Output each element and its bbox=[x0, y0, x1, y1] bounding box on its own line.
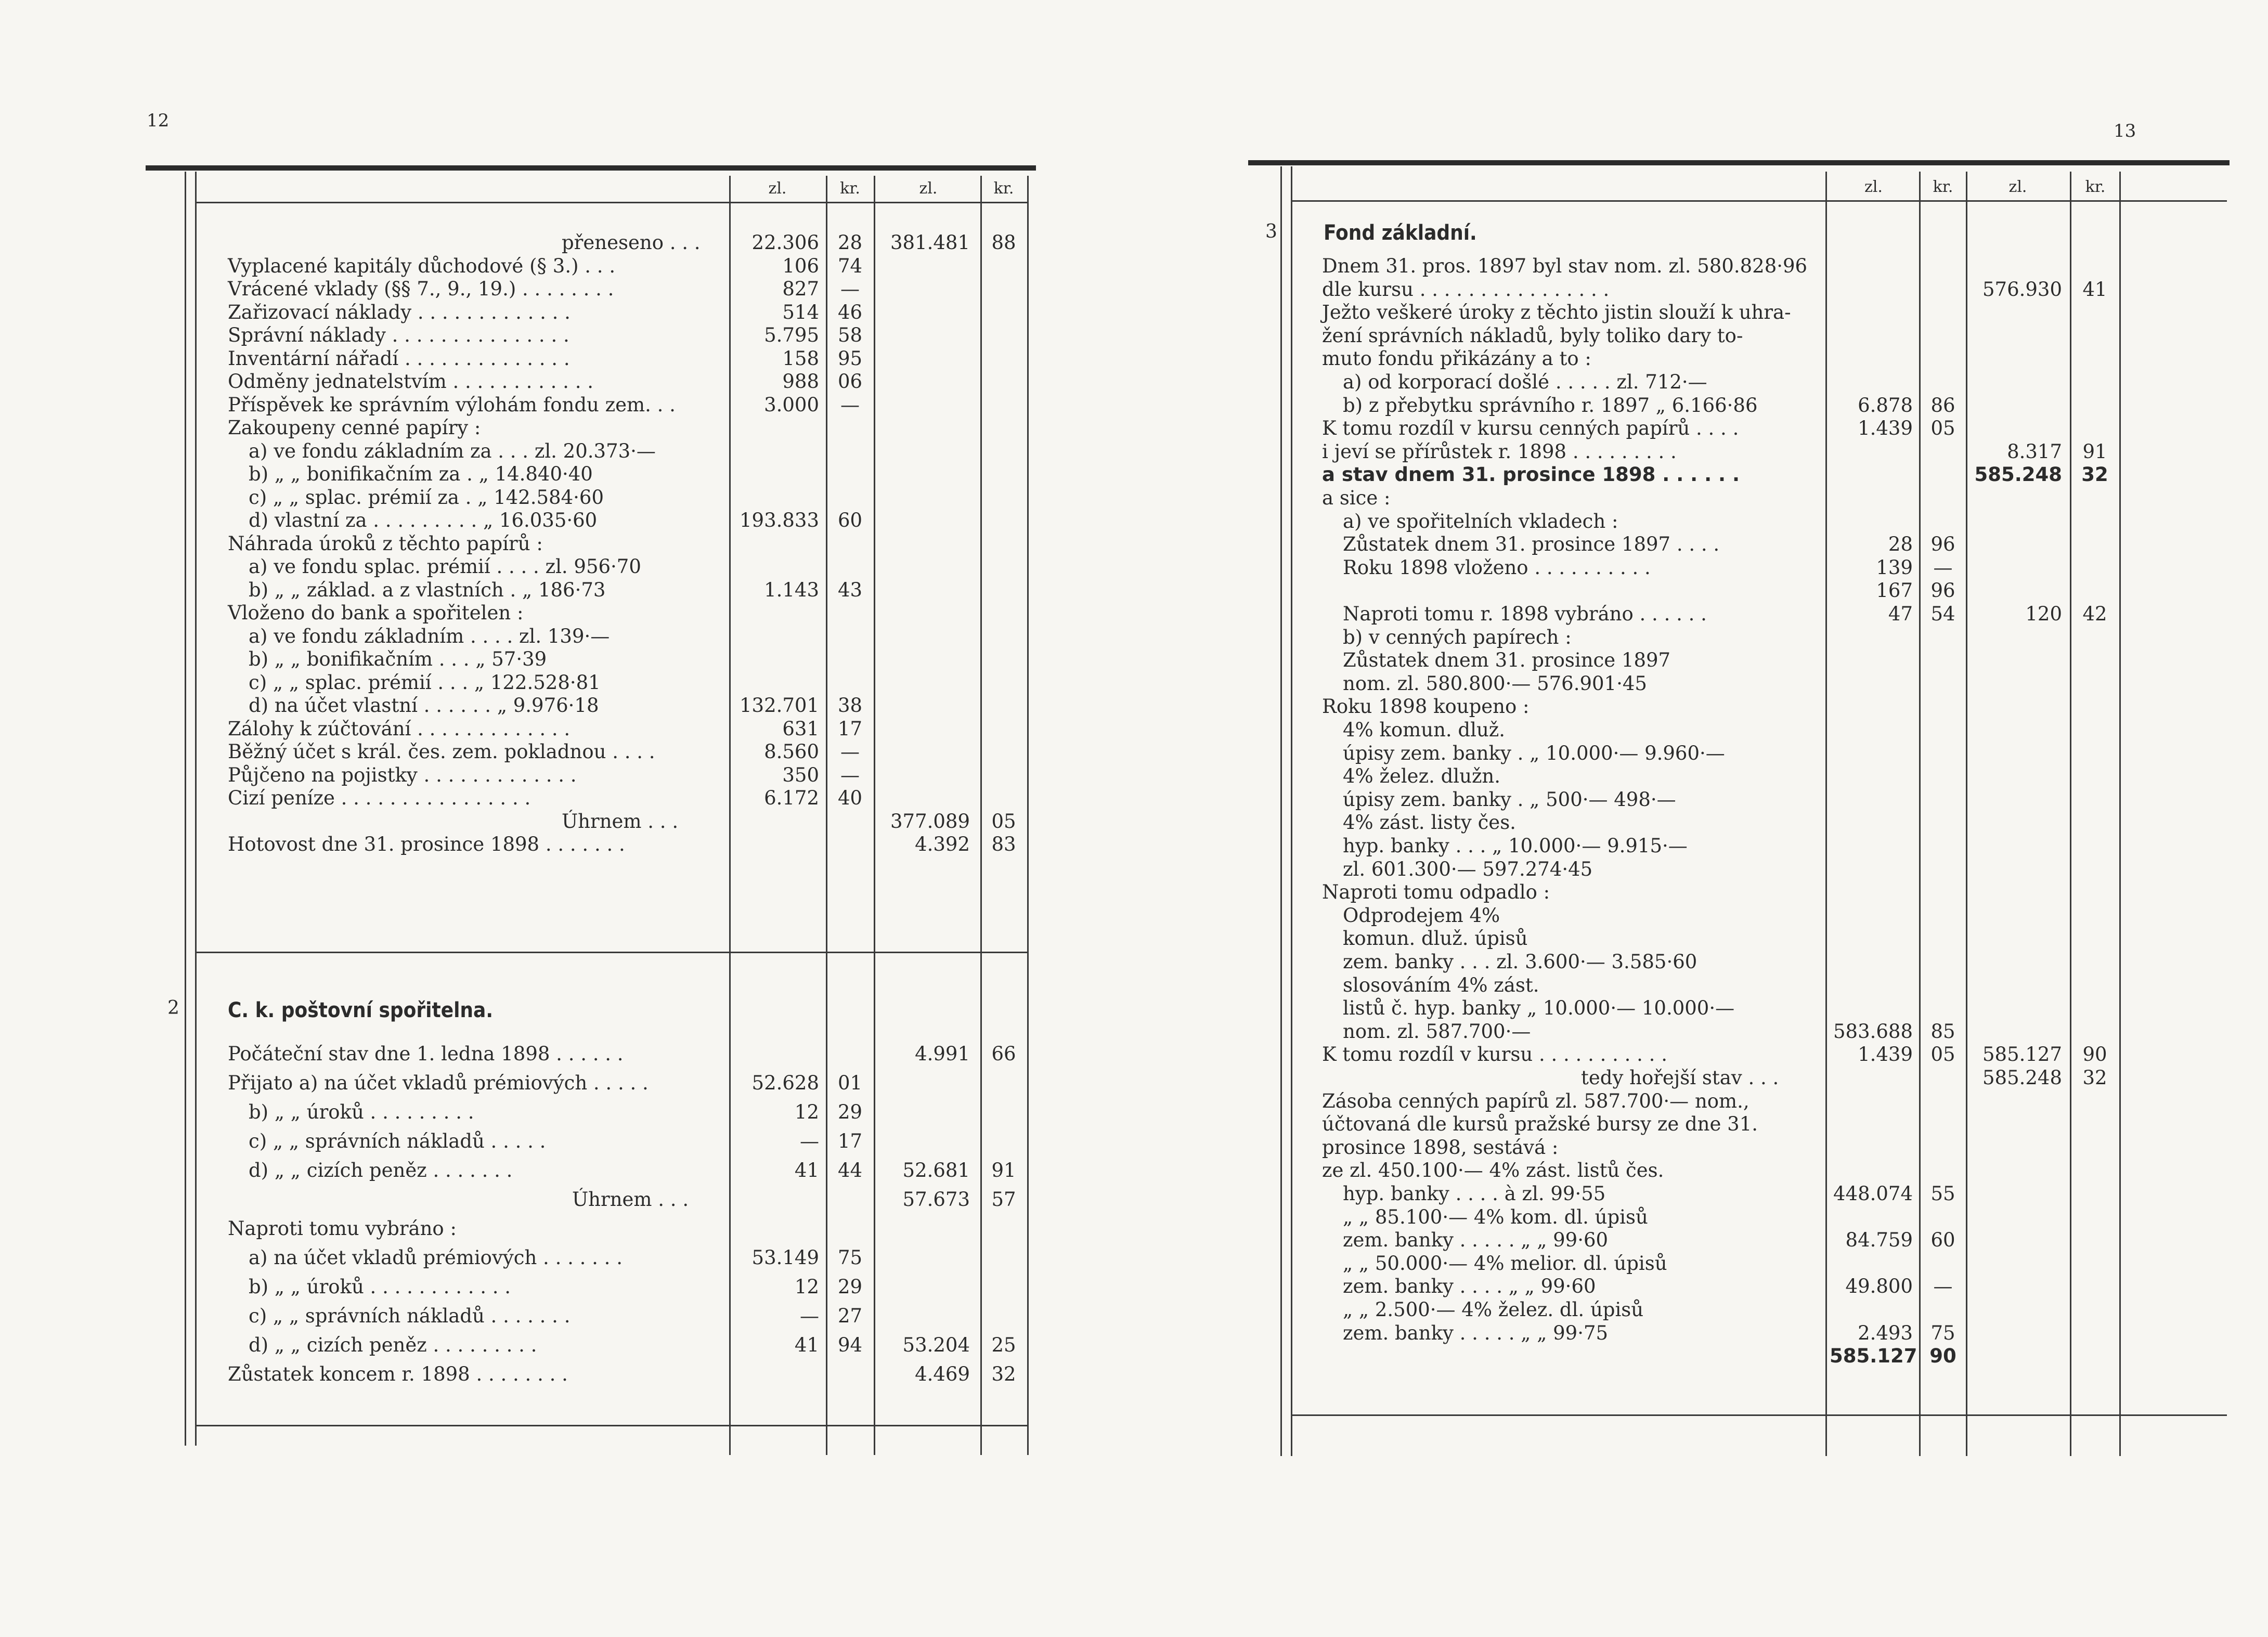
ledger-line: Naproti tomu r. 1898 vybráno . . . . . . bbox=[1343, 603, 1707, 625]
ledger-line: Správní náklady . . . . . . . . . . . . . . . bbox=[228, 324, 569, 346]
amount-kr-total: 91 bbox=[2082, 440, 2107, 463]
ledger-line: a) ve fondu základním . . . . zl. 139·— bbox=[249, 625, 610, 647]
amount-zl: 49.800 bbox=[1845, 1275, 1913, 1298]
amount-zl: 12 bbox=[794, 1101, 819, 1123]
column-rule bbox=[1280, 166, 1282, 1456]
amount-kr-total: 66 bbox=[991, 1043, 1016, 1065]
ledger-line: Naproti tomu odpadlo : bbox=[1322, 881, 1550, 904]
amount-zl-total: 57.673 bbox=[902, 1188, 970, 1211]
ledger-line: b) „ „ bonifikačním za . „ 14.840·40 bbox=[249, 463, 593, 485]
ledger-line: Zůstatek koncem r. 1898 . . . . . . . . bbox=[228, 1363, 568, 1385]
amount-kr-total: 57 bbox=[991, 1188, 1016, 1211]
amount-zl: 193.833 bbox=[739, 509, 819, 531]
amount-kr: 54 bbox=[1930, 603, 1955, 625]
column-rule bbox=[874, 176, 875, 1455]
amount-kr: — bbox=[840, 278, 860, 300]
amount-kr: 43 bbox=[837, 578, 863, 601]
ledger-line: Roku 1898 vloženo . . . . . . . . . . bbox=[1343, 556, 1651, 579]
amount-kr-total: 91 bbox=[991, 1159, 1016, 1181]
ledger-line: „ „ 2.500·— 4% želez. dl. úpisů bbox=[1343, 1298, 1644, 1321]
header-kr: kr. bbox=[1933, 178, 1953, 196]
ledger-line: a sice : bbox=[1322, 487, 1391, 509]
header-kr: kr. bbox=[993, 179, 1014, 198]
ledger-line: žení správních nákladů, byly toliko dary to- bbox=[1322, 324, 1743, 347]
ledger-line: Půjčeno na pojistky . . . . . . . . . . . . . bbox=[228, 763, 577, 786]
section-title: C. k. poštovní spořitelna. bbox=[228, 998, 493, 1022]
header-kr: kr. bbox=[840, 179, 860, 198]
amount-zl: 6.172 bbox=[764, 787, 819, 809]
ledger-line: muto fondu přikázány a to : bbox=[1322, 347, 1591, 370]
amount-kr-total: 83 bbox=[991, 833, 1016, 855]
ledger-line: a) ve fondu splac. prémií . . . . zl. 956·70 bbox=[249, 555, 641, 578]
ledger-line: zem. banky . . . . „ „ 99·60 bbox=[1343, 1275, 1596, 1298]
ledger-line: d) na účet vlastní . . . . . . „ 9.976·18 bbox=[249, 694, 599, 717]
ledger-line: Přijato a) na účet vkladů prémiových . . . . . bbox=[228, 1072, 649, 1094]
amount-kr: — bbox=[1933, 1275, 1953, 1298]
ledger-line: d) „ „ cizích peněz . . . . . . . . . bbox=[249, 1334, 537, 1356]
amount-zl: 3.000 bbox=[764, 393, 819, 416]
column-rule bbox=[1027, 176, 1029, 1455]
amount-zl-total: 377.089 bbox=[890, 810, 970, 833]
amount-zl: 6.878 bbox=[1858, 394, 1913, 417]
amount-kr: 38 bbox=[837, 694, 863, 717]
ledger-line: nom. zl. 587.700·— bbox=[1343, 1020, 1531, 1043]
ledger-line: 4% zást. listy čes. bbox=[1343, 811, 1516, 834]
amount-zl: 41 bbox=[794, 1159, 819, 1181]
amount-kr: 44 bbox=[837, 1159, 863, 1181]
column-rule bbox=[2070, 172, 2071, 1456]
ledger-line: zem. banky . . . . . „ „ 99·60 bbox=[1343, 1229, 1609, 1252]
amount-zl-total: 585.248 bbox=[1974, 463, 2062, 486]
bottom-rule bbox=[1291, 1414, 2227, 1416]
amount-kr: 46 bbox=[837, 301, 863, 323]
header-zl: zl. bbox=[2008, 178, 2027, 196]
ledger-line: Roku 1898 koupeno : bbox=[1322, 695, 1530, 718]
amount-zl: 585.127 bbox=[1830, 1345, 1917, 1368]
column-rule bbox=[2119, 172, 2121, 1456]
amount-kr: 05 bbox=[1930, 1043, 1955, 1066]
ledger-line: zl. 601.300·— 597.274·45 bbox=[1343, 858, 1593, 880]
amount-kr: 40 bbox=[837, 787, 863, 809]
amount-zl: 22.306 bbox=[751, 231, 819, 254]
ledger-line: přeneseno . . . bbox=[562, 231, 701, 254]
amount-kr: 29 bbox=[837, 1276, 863, 1298]
amount-kr: 55 bbox=[1930, 1183, 1955, 1205]
amount-kr-total: 42 bbox=[2082, 603, 2107, 625]
amount-zl: 827 bbox=[782, 278, 819, 300]
amount-kr: 28 bbox=[837, 231, 863, 254]
amount-zl: 12 bbox=[794, 1276, 819, 1298]
amount-zl-total: 585.127 bbox=[1982, 1043, 2062, 1066]
column-rule bbox=[1291, 166, 1292, 1456]
ledger-line: a) ve spořitelních vkladech : bbox=[1343, 510, 1618, 532]
amount-kr: — bbox=[1933, 556, 1953, 579]
header-zl: zl. bbox=[768, 179, 787, 198]
ledger-line: Vloženo do bank a spořitelen : bbox=[228, 602, 524, 624]
amount-zl: — bbox=[800, 1305, 819, 1327]
amount-kr: 85 bbox=[1930, 1020, 1955, 1043]
amount-kr: 94 bbox=[837, 1334, 863, 1356]
amount-kr: 17 bbox=[837, 717, 863, 740]
ledger-line: komun. dluž. úpisů bbox=[1343, 927, 1528, 950]
ledger-line: Úhrnem . . . bbox=[572, 1188, 689, 1211]
ledger-line: b) z přebytku správního r. 1897 „ 6.166·86 bbox=[1343, 394, 1758, 417]
amount-zl: 514 bbox=[782, 301, 819, 323]
column-rule bbox=[1966, 172, 1967, 1456]
amount-kr: 74 bbox=[837, 254, 863, 277]
ledger-line: 4% želez. dlužn. bbox=[1343, 765, 1501, 788]
amount-kr: — bbox=[840, 763, 860, 786]
header-zl: zl. bbox=[919, 179, 938, 198]
ledger-line: Vyplacené kapitály důchodové (§ 3.) . . . bbox=[228, 254, 616, 277]
amount-kr-total: 88 bbox=[991, 231, 1016, 254]
ledger-line: Vrácené vklady (§§ 7., 9., 19.) . . . . . . . . bbox=[228, 278, 614, 300]
ledger-line: účtovaná dle kursů pražské bursy ze dne 31. bbox=[1322, 1113, 1758, 1136]
ledger-line: Zařizovací náklady . . . . . . . . . . . . . bbox=[228, 301, 571, 323]
amount-kr: 17 bbox=[837, 1130, 863, 1152]
top-rule-left bbox=[146, 165, 1036, 171]
ledger-line: zem. banky . . . . . „ „ 99·75 bbox=[1343, 1321, 1609, 1344]
ledger-line: a stav dnem 31. prosince 1898 . . . . . . bbox=[1322, 463, 1740, 486]
column-rule bbox=[826, 176, 827, 1455]
ledger-line: K tomu rozdíl v kursu . . . . . . . . . . . bbox=[1322, 1043, 1667, 1066]
amount-zl-total: 4.991 bbox=[915, 1043, 970, 1065]
amount-kr: — bbox=[840, 393, 860, 416]
ledger-line: tedy hořejší stav . . . bbox=[1581, 1067, 1779, 1089]
amount-kr: 01 bbox=[837, 1072, 863, 1094]
ledger-line: Odprodejem 4% bbox=[1343, 904, 1500, 927]
ledger-line: b) „ „ bonifikačním . . . „ 57·39 bbox=[249, 648, 547, 670]
ledger-line: slosováním 4% zást. bbox=[1343, 973, 1539, 996]
amount-zl: 28 bbox=[1888, 533, 1913, 556]
amount-zl: 53.149 bbox=[751, 1246, 819, 1269]
header-kr: kr. bbox=[2085, 178, 2106, 196]
ledger-line: Zakoupeny cenné papíry : bbox=[228, 417, 481, 439]
ledger-line: d) vlastní za . . . . . . . . . „ 16.035·60 bbox=[249, 509, 598, 531]
ledger-line: nom. zl. 580.800·— 576.901·45 bbox=[1343, 672, 1647, 695]
ledger-line: hyp. banky . . . . à zl. 99·55 bbox=[1343, 1183, 1606, 1205]
column-rule bbox=[1919, 172, 1921, 1456]
ledger-line: úpisy zem. banky . „ 10.000·— 9.960·— bbox=[1343, 742, 1725, 764]
section-number: 2 bbox=[167, 997, 179, 1019]
amount-kr-total: 05 bbox=[991, 810, 1016, 833]
amount-zl-total: 8.317 bbox=[2007, 440, 2062, 463]
ledger-line: c) „ „ splac. prémií . . . „ 122.528·81 bbox=[249, 671, 601, 694]
column-rule bbox=[729, 176, 731, 1455]
amount-zl: 8.560 bbox=[764, 740, 819, 763]
amount-zl: 350 bbox=[782, 763, 819, 786]
ledger-line: Odměny jednatelstvím . . . . . . . . . . . . bbox=[228, 370, 593, 393]
amount-kr: 86 bbox=[1930, 394, 1955, 417]
amount-kr: 58 bbox=[837, 324, 863, 346]
ledger-line: Inventární nářadí . . . . . . . . . . . . . . bbox=[228, 347, 570, 370]
column-rule bbox=[980, 176, 982, 1455]
amount-kr: 29 bbox=[837, 1101, 863, 1123]
amount-zl-total: 120 bbox=[2025, 603, 2062, 625]
header-zl: zl. bbox=[1864, 178, 1883, 196]
ledger-line: c) „ „ správních nákladů . . . . . . . bbox=[249, 1305, 571, 1327]
ledger-line: Hotovost dne 31. prosince 1898 . . . . . . . bbox=[228, 833, 625, 855]
amount-zl: 448.074 bbox=[1833, 1183, 1913, 1205]
amount-zl-total: 381.481 bbox=[890, 231, 970, 254]
amount-kr-total: 25 bbox=[991, 1334, 1016, 1356]
ledger-line: listů č. hyp. banky „ 10.000·— 10.000·— bbox=[1343, 997, 1735, 1020]
header-rule bbox=[1291, 200, 2227, 202]
ledger-line: úpisy zem. banky . „ 500·— 498·— bbox=[1343, 788, 1676, 811]
column-rule bbox=[185, 172, 186, 1446]
ledger-line: zem. banky . . . zl. 3.600·— 3.585·60 bbox=[1343, 951, 1697, 973]
section-number: 3 bbox=[1265, 221, 1277, 242]
ledger-line: „ „ 50.000·— 4% melior. dl. úpisů bbox=[1343, 1252, 1667, 1275]
ledger-line: hyp. banky . . . „ 10.000·— 9.915·— bbox=[1343, 835, 1688, 857]
ledger-line: Dnem 31. pros. 1897 byl stav nom. zl. 580.828·96 bbox=[1322, 255, 1808, 277]
ledger-line: dle kursu . . . . . . . . . . . . . . . . bbox=[1322, 278, 1610, 301]
amount-kr: 60 bbox=[1930, 1229, 1955, 1252]
amount-zl: 158 bbox=[782, 347, 819, 370]
ledger-line: Úhrnem . . . bbox=[562, 810, 679, 833]
ledger-line: Počáteční stav dne 1. ledna 1898 . . . . . . bbox=[228, 1043, 624, 1065]
amount-kr-total: 90 bbox=[2082, 1043, 2107, 1066]
amount-kr-total: 32 bbox=[2082, 1067, 2107, 1089]
ledger-line: a) od korporací došlé . . . . . zl. 712·— bbox=[1343, 371, 1707, 393]
ledger-line: b) „ „ základ. a z vlastních . „ 186·73 bbox=[249, 578, 606, 601]
amount-zl: 41 bbox=[794, 1334, 819, 1356]
ledger-line: Zůstatek dnem 31. prosince 1897 . . . . bbox=[1343, 533, 1720, 556]
amount-zl: 583.688 bbox=[1833, 1020, 1913, 1043]
ledger-line: b) „ „ úroků . . . . . . . . . bbox=[249, 1101, 474, 1123]
amount-kr-total: 32 bbox=[991, 1363, 1016, 1385]
amount-zl: 1.439 bbox=[1858, 1043, 1913, 1066]
amount-kr: 05 bbox=[1930, 417, 1955, 440]
amount-kr: 27 bbox=[837, 1305, 863, 1327]
amount-zl: 1.143 bbox=[764, 578, 819, 601]
ledger-line: b) „ „ úroků . . . . . . . . . . . . bbox=[249, 1276, 511, 1298]
amount-zl: 631 bbox=[782, 717, 819, 740]
amount-zl: 988 bbox=[782, 370, 819, 393]
amount-zl: — bbox=[800, 1130, 819, 1152]
ledger-line: a) ve fondu základním za . . . zl. 20.373·— bbox=[249, 439, 656, 462]
header-rule bbox=[195, 202, 1027, 203]
amount-kr: 95 bbox=[837, 347, 863, 370]
amount-zl: 167 bbox=[1876, 579, 1913, 602]
ledger-line: Zásoba cenných papírů zl. 587.700·— nom., bbox=[1322, 1089, 1749, 1112]
amount-zl: 139 bbox=[1876, 556, 1913, 579]
section-divider bbox=[195, 952, 1027, 953]
ledger-line: b) v cenných papírech : bbox=[1343, 626, 1572, 648]
column-rule bbox=[1825, 172, 1827, 1456]
amount-zl: 84.759 bbox=[1845, 1229, 1913, 1252]
amount-zl: 132.701 bbox=[739, 694, 819, 717]
ledger-line: „ „ 85.100·— 4% kom. dl. úpisů bbox=[1343, 1205, 1648, 1228]
amount-zl-total: 576.930 bbox=[1982, 278, 2062, 301]
page-number-right: 13 bbox=[2114, 121, 2136, 141]
amount-kr: — bbox=[840, 740, 860, 763]
ledger-line: Náhrada úroků z těchto papírů : bbox=[228, 532, 543, 555]
ledger-line: Zálohy k zúčtování . . . . . . . . . . . . . bbox=[228, 717, 571, 740]
page-number-left: 12 bbox=[147, 110, 170, 131]
amount-zl: 1.439 bbox=[1858, 417, 1913, 440]
ledger-line: Zůstatek dnem 31. prosince 1897 bbox=[1343, 649, 1671, 672]
amount-zl-total: 4.469 bbox=[915, 1363, 970, 1385]
amount-zl-total: 52.681 bbox=[902, 1159, 970, 1181]
amount-zl: 2.493 bbox=[1858, 1321, 1913, 1344]
ledger-line: Ježto veškeré úroky z těchto jistin slouží k uhra- bbox=[1322, 301, 1791, 324]
ledger-line: 4% komun. dluž. bbox=[1343, 719, 1506, 741]
ledger-line: c) „ „ splac. prémií za . „ 142.584·60 bbox=[249, 486, 604, 509]
ledger-line: i jeví se přírůstek r. 1898 . . . . . . . . . bbox=[1322, 440, 1677, 463]
amount-kr: 75 bbox=[837, 1246, 863, 1269]
ledger-line: Cizí peníze . . . . . . . . . . . . . . . . bbox=[228, 787, 531, 809]
ledger-line: Běžný účet s král. čes. zem. pokladnou . . . . bbox=[228, 740, 655, 763]
bottom-rule bbox=[195, 1425, 1027, 1426]
ledger-line: ze zl. 450.100·— 4% zást. listů čes. bbox=[1322, 1159, 1664, 1182]
amount-kr: 96 bbox=[1930, 533, 1955, 556]
amount-kr: 75 bbox=[1930, 1321, 1955, 1344]
amount-zl: 52.628 bbox=[751, 1072, 819, 1094]
section-title: Fond základní. bbox=[1324, 221, 1477, 245]
ledger-line: Příspěvek ke správním výlohám fondu zem. . . bbox=[228, 393, 676, 416]
right-page bbox=[1134, 0, 2268, 1637]
amount-zl-total: 4.392 bbox=[915, 833, 970, 855]
amount-kr: 90 bbox=[1929, 1345, 1956, 1368]
amount-zl: 106 bbox=[782, 254, 819, 277]
ledger-line: a) na účet vkladů prémiových . . . . . . . bbox=[249, 1246, 623, 1269]
amount-kr: 60 bbox=[837, 509, 863, 531]
top-rule-right bbox=[1248, 160, 2230, 165]
amount-zl-total: 53.204 bbox=[902, 1334, 970, 1356]
ledger-line: Naproti tomu vybráno : bbox=[228, 1217, 457, 1240]
amount-kr: 96 bbox=[1930, 579, 1955, 602]
amount-zl-total: 585.248 bbox=[1982, 1067, 2062, 1089]
ledger-line: c) „ „ správních nákladů . . . . . bbox=[249, 1130, 546, 1152]
amount-kr-total: 32 bbox=[2081, 463, 2108, 486]
ledger-line: K tomu rozdíl v kursu cenných papírů . . . . bbox=[1322, 417, 1739, 440]
amount-zl: 5.795 bbox=[764, 324, 819, 346]
amount-kr-total: 41 bbox=[2082, 278, 2107, 301]
amount-kr: 06 bbox=[837, 370, 863, 393]
ledger-line: prosince 1898, sestává : bbox=[1322, 1136, 1559, 1159]
column-rule bbox=[195, 172, 197, 1446]
ledger-line: d) „ „ cizích peněz . . . . . . . bbox=[249, 1159, 513, 1181]
amount-zl: 47 bbox=[1888, 603, 1913, 625]
